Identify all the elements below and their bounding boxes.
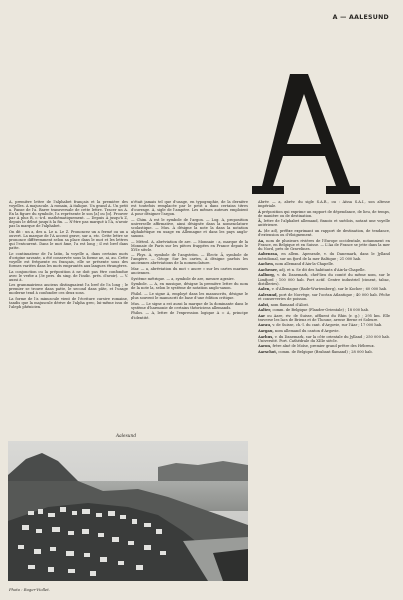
entry-text: v. du Danemark, sur la côte orientale du Jylland ; 250 000 hab. Université. Port. Cathédrale du XIIIe siècle. (258, 334, 390, 343)
entry-headword: A. (258, 229, 263, 234)
entry-text: en allem. Apenrade, v. du Danemark, dans le Jylland méridional, sur un fjord de la mer Baltique ; 21 000 hab. (258, 252, 390, 261)
entry-headword: Aaron, (258, 344, 272, 349)
entry-text: adj. et n. Se dit des habitants d'Aix-la-Chapelle. (279, 267, 366, 272)
dictionary-entry (258, 335, 390, 343)
dictionary-entry (258, 252, 390, 260)
dictionary-entry (258, 323, 390, 327)
dictionary-entry (258, 262, 390, 266)
dictionary-entry (258, 210, 390, 218)
entry-text: lettre de l'alphabet allemand, finnois et suédois, notant une voyelle antérieure. (258, 219, 390, 228)
entry-text: préposition qui exprime un rapport de dépendance, de lieu, de temps, de manière ou de destination. (258, 209, 390, 218)
entry-text: comm. de Belgique (Brabant flamand) ; 28 000 hab. (278, 350, 373, 355)
paragraph: — Phys. A, symbole de l'angström. — Électr. Ā, symbole de l'ampère. — Géogr. Sur les cartes, A désigne parfois les anciennes abréviations de la nomenclature. (131, 253, 248, 266)
paragraph: Les grammairiens anciens distinguaient l'a bref de l'a long ; le premier se trouve dans patte, le second dans pâte, et l'usage moderne tend à confondre ces deux sons. (9, 283, 128, 296)
text-column-2 (131, 200, 248, 430)
dictionary-entry (258, 308, 390, 312)
entry-headword: Aar (258, 313, 266, 318)
entry-text: nom allemand du canton d'Argovie. (274, 329, 340, 334)
dictionary-entry (258, 293, 390, 301)
dictionary-entry (258, 344, 390, 348)
entry-headword: Ä, (258, 219, 263, 224)
dictionary-entry (258, 268, 390, 272)
decorative-letter-a (250, 74, 360, 194)
entry-text: ou Aare, riv. de Suisse, affluent du Rhin (r. g.) ; 295 km. Elle traverse les lacs de Brienz et de Thoune, arrose Berne et Soleure. (258, 313, 390, 322)
paragraph: La forme de l'a minuscule vient de l'écriture cursive romaine, tandis que la majuscule dérive de l'alpha grec, lui-même issu de l'aleph phénicien. (9, 297, 128, 310)
aalesund-harbor-photo (8, 441, 248, 581)
entry-text: v. de Suisse, ch.-l. du cant. d'Argovie, sur l'Aar ; 17 000 hab. (272, 323, 383, 328)
entry-headword: Aalesund, (258, 292, 278, 297)
photo-credit: Photo : Roger-Viollet. (9, 587, 51, 592)
paragraph: Le continuateur de l'a latin, la voyelle a, dans certains mots d'origine savante, a été conservée sous la forme ae, ai, au. Cette voyelle est fréquente en français, elle se présente sous des formes variées dans les mots empruntés aux langues étrangères. (9, 251, 128, 268)
dictionary-entry (258, 219, 390, 227)
dictionary-entry (258, 273, 390, 285)
paragraph: Symbole. — A, en musique, désigne la première lettre du nom de la note la, selon le système de notation anglo-saxon. (131, 282, 248, 291)
entry-text: comm. de Belgique (Flandre-Orientale) ; 18 000 hab. (272, 308, 370, 313)
text-column-1 (9, 200, 128, 426)
entry-text: nom allemand d'Aix-la-Chapelle. (275, 262, 335, 267)
photo-caption: Aalesund (116, 434, 137, 439)
dictionary-entry (258, 303, 390, 307)
entry-text: v. du Danemark, chef-lieu du comté du même nom, sur le Limfjord ; 100 000 hab. Port actif. Centre industriel (ciment, tabac, distilleries). (258, 273, 390, 286)
paragraph: Mus. — Le signe a est aussi la marque de la dominante dans le système d'harmonie de certains théoriciens allemands. (131, 301, 248, 310)
entry-text: v. d'Allemagne (Bade-Wurtemberg), sur le Kocher ; 60 000 hab. (271, 287, 388, 292)
entry-headword: Aachen, (258, 262, 275, 267)
entry-text: (de ad), préfixe exprimant un rapport de destination, de tendance, d'extension ou d'éloignement. (258, 229, 390, 238)
entry-headword: Aalter, (258, 308, 272, 313)
entry-headword: Aalen, (258, 287, 271, 292)
dictionary-entry (258, 239, 390, 251)
text-column-3 (258, 200, 390, 588)
dictionary-entry (258, 200, 390, 208)
paragraph: La conjonction ou la préposition à ne doit pas être confondue avec le verbe a (3e pers. du sing. de l'indic. prés. d'avoir). — V. aussi à. (9, 269, 128, 282)
entry-headword: À (258, 209, 261, 214)
entry-text: nom de plusieurs rivières de l'Europe occidentale, notamment en France, en Belgique et en Suisse. — L'Aa de France se jette dans la mer du Nord, près de Gravelines. (258, 238, 390, 251)
paragraph: n'était jamais tel que d'usage, en typographie, de la dernière est toutefois remplacée par le petit a dans certains titres d'ouvrage. A, sigle de l'ampère. Les mêmes auteurs emploient A pour désigner l'argon. (131, 200, 248, 217)
dictionary-entry (258, 229, 390, 237)
entry-headword: Aarschot, (258, 350, 278, 355)
running-head: A — AALESUND (332, 14, 389, 21)
entry-text: frère aîné de Moïse, premier grand prêtre des Hébreux. (272, 344, 375, 349)
paragraph: Système métrique. — a, symbole de are, mesure agraire. (131, 276, 235, 281)
dictionary-entry (258, 350, 390, 354)
dictionary-entry (258, 329, 390, 333)
entry-headword: Aargau, (258, 329, 274, 334)
entry-headword: Aabenraa, (258, 252, 279, 257)
dictionary-entry (258, 314, 390, 322)
dictionary-entry (258, 287, 390, 291)
entry-headword: Aarhus, (258, 334, 274, 339)
entry-text: port de Norvège, sur l'océan Atlantique ; 40 000 hab. Pêche et conserveries de poisson. (258, 292, 390, 301)
paragraph: A, première lettre de l'alphabet français et la première des voyelles. A majuscule. A romain, A italique. Un grand A. Un petit a. Panse de l'a. Barre transversale de cette lettre. Tracer un A. En la figure du symbole, l'a représente le son [a] ou [ɑ]. Prouver par A plus B, c.-à-d. mathématiquement. — Depuis A jusqu'à Z, depuis le début jusqu'à la fin. — N'être pas marqué à l'A, n'avoir pas la marque de l'alphabet. (9, 200, 128, 229)
paragraph: — Chim. A est le symbole de l'argon. — Log. A, proposition universelle affirmative, ainsi désignée dans la nomenclature scolastique. — Mus. A désigne la note la dans la notation alphabétique en usage en Allemagne et dans les pays anglo-saxons. (131, 217, 248, 238)
entry-headword: Aa, (258, 238, 265, 243)
entry-headword: Aarau, (258, 323, 272, 328)
entry-headword: Aachener, (258, 267, 278, 272)
paragraph: Mar. — a, abréviation du mot « ancre » sur les cartes marines anciennes. (131, 267, 248, 276)
entry-text: Abrév. — a, abrév. du sigle S.A.R., ou : Aïssa S.A.I., son altesse impériale. (258, 200, 390, 209)
paragraph: Philos. — A, lettre de l'expression logique A = A, principe d'identité. (131, 311, 248, 320)
entry-text: nom flamand d'Alost. (270, 302, 310, 307)
paragraph: Philol. — Le signe A, employé dans les manuscrits, désigne le plus souvent le manuscrit de base d'une édition critique. (131, 292, 248, 301)
paragraph: — Métrol. A, abréviation de are. — Monnaie : a, marque de la Monnaie de Paris sur les pièces frappées en France depuis le XVIe siècle. (131, 239, 248, 252)
paragraph: On dit : un a, des a. Le a. Le Z. Prononcez un a fermé ou un a ouvert. La marque de l'A accent grave, sur a, etc. Cette lettre se prononce différemment selon sa place dans le mot et les lettres qui l'entourent. Dans le mot âme, l'a est long ; il est bref dans patte. (9, 229, 128, 251)
entry-headword: Aalst, (258, 302, 270, 307)
entry-headword: Aalborg, (258, 273, 276, 278)
